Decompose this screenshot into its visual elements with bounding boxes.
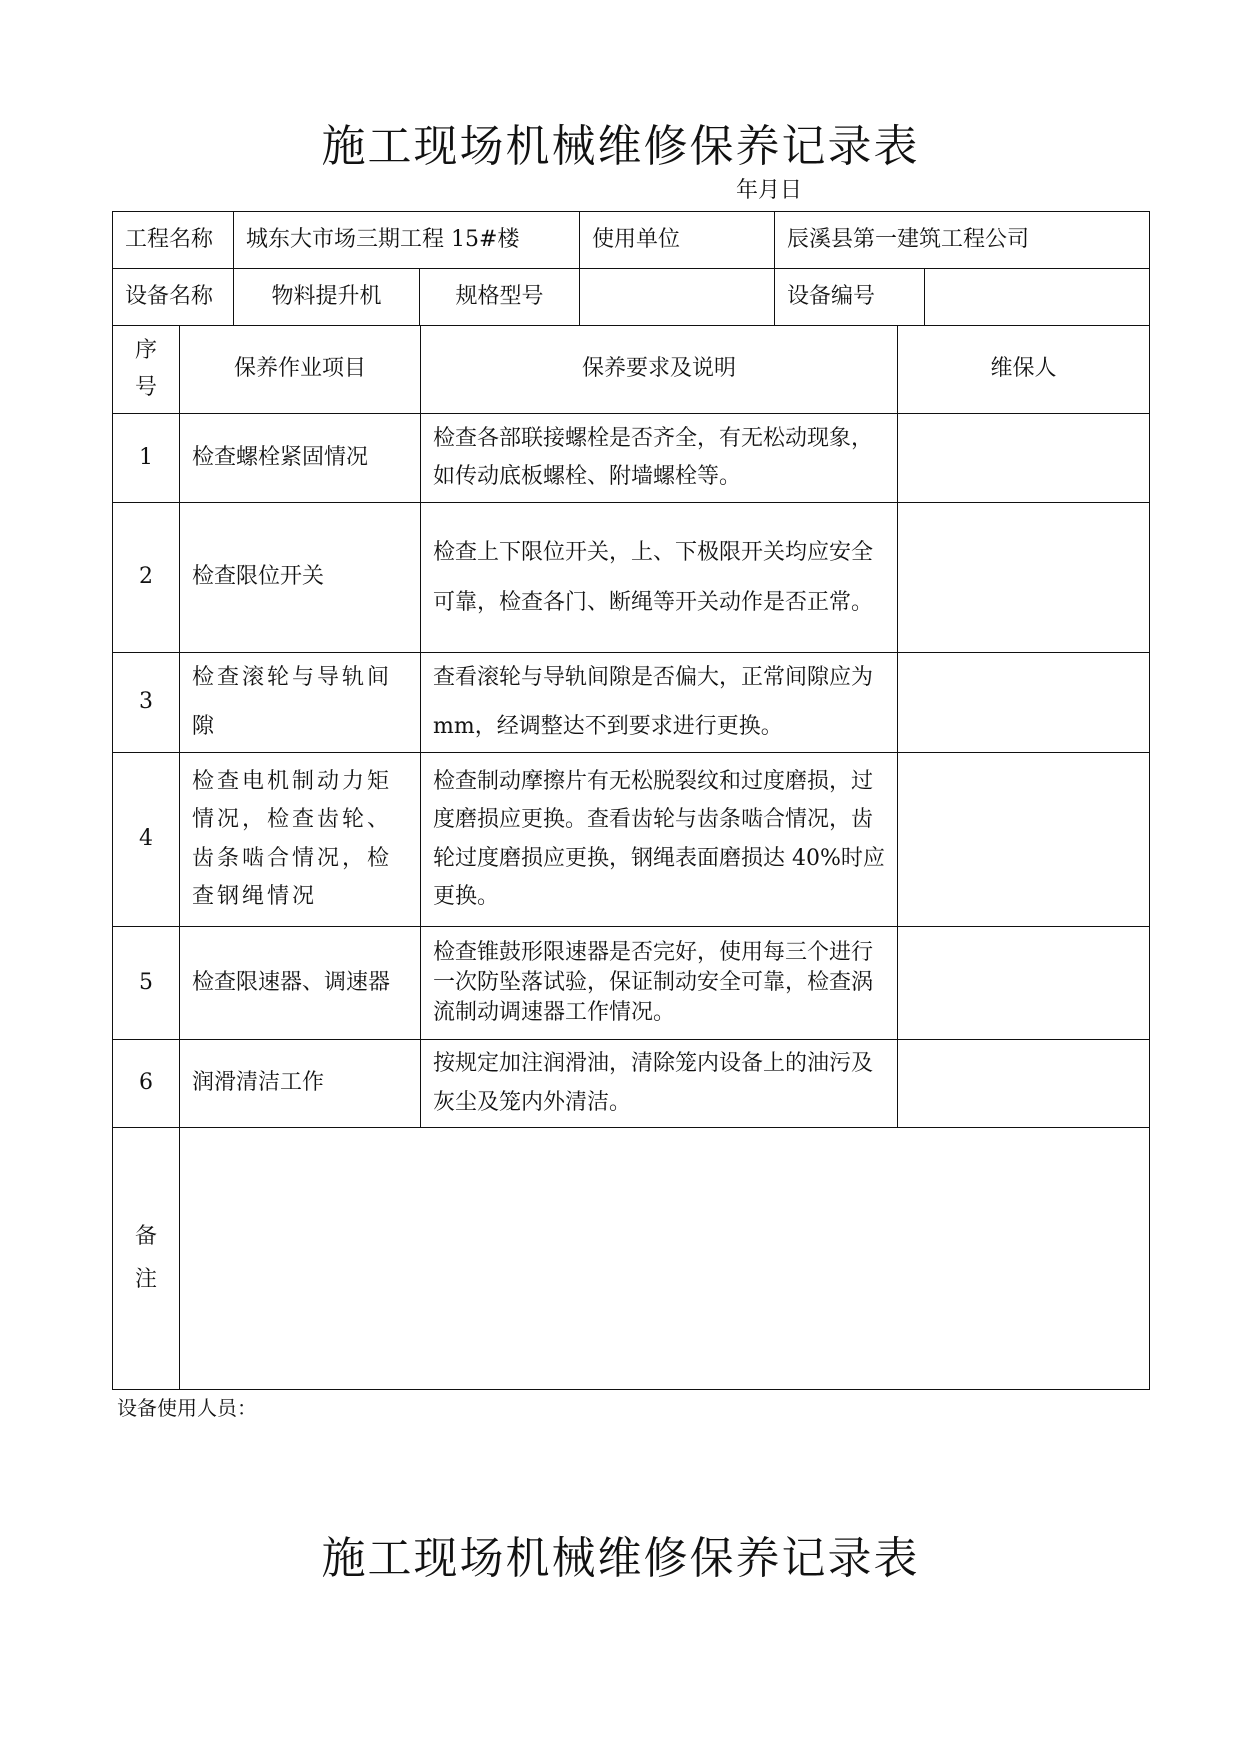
user-unit-label: 使用单位	[580, 212, 775, 269]
table-row	[113, 414, 1150, 503]
maintainer-header: 维保人	[898, 326, 1150, 414]
row-item: 检查电机制动力矩情况，检查齿轮、齿条啮合情况，检查钢绳情况	[180, 753, 421, 927]
row-maintainer	[898, 414, 1150, 503]
row-item: 润滑清洁工作	[180, 1040, 421, 1128]
form-title-repeat: 施工现场机械维修保养记录表	[321, 1533, 920, 1584]
row-requirement: 检查各部联接螺栓是否齐全，有无松动现象，如传动底板螺栓、附墙螺栓等。	[421, 414, 898, 503]
table-row	[113, 927, 1150, 1040]
info-table	[112, 211, 1150, 326]
remarks-label-line2: 注	[134, 1266, 157, 1292]
table-row	[113, 653, 1150, 753]
row-item: 检查限速器、调速器	[180, 927, 421, 1040]
row-number: 4	[113, 753, 180, 927]
model-label: 规格型号	[420, 269, 580, 326]
row-item: 检查螺栓紧固情况	[180, 414, 421, 503]
row-maintainer	[898, 1040, 1150, 1128]
serial-label: 设备编号	[775, 269, 925, 326]
row-number: 2	[113, 503, 180, 653]
remarks-label-line1: 备	[134, 1223, 157, 1249]
info-row-equipment	[113, 269, 1150, 326]
project-label: 工程名称	[113, 212, 234, 269]
seq-header-line2: 号	[134, 374, 157, 400]
user-unit-value: 辰溪县第一建筑工程公司	[775, 212, 1150, 269]
row-requirement: 查看滚轮与导轨间隙是否偏大，正常间隙应为mm，经调整达不到要求进行更换。	[421, 653, 898, 753]
equipment-value: 物料提升机	[234, 269, 420, 326]
row-requirement: 检查上下限位开关，上、下极限开关均应安全可靠，检查各门、断绳等开关动作是否正常。	[421, 503, 898, 653]
row-maintainer	[898, 653, 1150, 753]
maintenance-table	[112, 325, 1150, 1390]
row-requirement: 按规定加注润滑油，清除笼内设备上的油污及灰尘及笼内外清洁。	[421, 1040, 898, 1128]
project-value: 城东大市场三期工程 15#楼	[234, 212, 580, 269]
row-number: 3	[113, 653, 180, 753]
item-header: 保养作业项目	[180, 326, 421, 414]
row-maintainer	[898, 927, 1150, 1040]
row-requirement: 检查制动摩擦片有无松脱裂纹和过度磨损，过度磨损应更换。查看齿轮与齿条啮合情况，齿轮过度磨损应更换，钢绳表面磨损达 40%时应更换。	[421, 753, 898, 927]
equipment-label: 设备名称	[113, 269, 234, 326]
row-item: 检查限位开关	[180, 503, 421, 653]
requirement-header: 保养要求及说明	[421, 326, 898, 414]
table-row	[113, 503, 1150, 653]
row-maintainer	[898, 753, 1150, 927]
equipment-user-label: 设备使用人员：	[117, 1396, 257, 1420]
model-value	[580, 269, 775, 326]
seq-header	[113, 326, 180, 414]
row-maintainer	[898, 503, 1150, 653]
remarks-row	[113, 1128, 1150, 1390]
serial-value	[925, 269, 1150, 326]
remarks-field[interactable]	[180, 1128, 1150, 1390]
row-number: 6	[113, 1040, 180, 1128]
header-row	[113, 326, 1150, 414]
row-number: 5	[113, 927, 180, 1040]
row-number: 1	[113, 414, 180, 503]
row-requirement: 检查锥鼓形限速器是否完好，使用每三个进行一次防坠落试验，保证制动安全可靠，检查涡流制动调速器工作情况。	[421, 927, 898, 1040]
date-label: 年月日	[736, 178, 803, 203]
remarks-label	[113, 1128, 180, 1390]
table-row	[113, 753, 1150, 927]
row-item: 检查滚轮与导轨间隙	[180, 653, 421, 753]
table-row	[113, 1040, 1150, 1128]
info-row-project	[113, 212, 1150, 269]
form-title: 施工现场机械维修保养记录表	[321, 121, 920, 172]
seq-header-line1: 序	[134, 337, 157, 363]
